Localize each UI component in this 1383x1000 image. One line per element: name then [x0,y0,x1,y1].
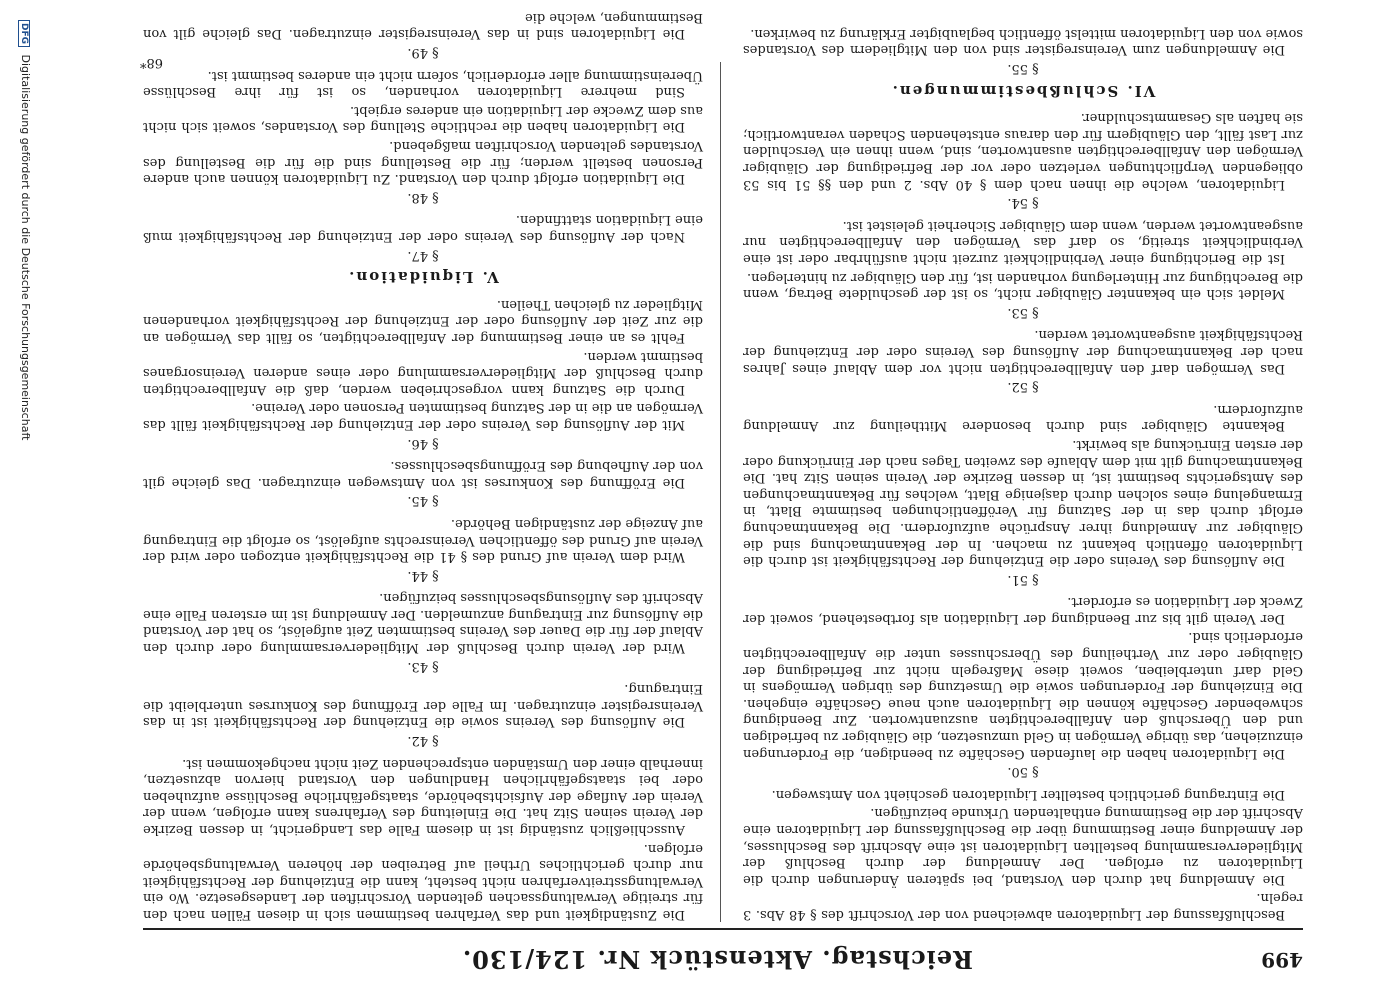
body-paragraph: Wird dem Verein auf Grund des § 41 die Rechtsfähigkeit entzogen oder wird der Verein auf Grund des öffentlichen Vereinsrechts aufgelöst, so erfolgt die Eintragung auf Anzeige der zuständigen Behörde. [143,515,703,565]
paragraph-heading: § 46. [407,435,439,451]
body-paragraph: Die Anmeldung hat durch den Vorstand, bei späteren Änderungen durch die Liquidatoren zu erfolgen. Der Anmeldung der durch Beschluß der Mitgliederversammlung bestellten Liquidatoren ist eine Abschrift des Beschlusses, der Anmeldung einer Bestimmung über die Beschlußfassung der Liquidatoren eine Abschrift der die Bestimmung enthaltenden Urkunde beizufügen. [743,805,1303,887]
header-rule [143,928,1303,930]
page-number: 499 [1261,948,1303,972]
body-paragraph: Die Liquidation erfolgt durch den Vorstand. Zu Liquidatoren können auch andere Personen bestellt werden; für die Bestellung sind die für die Bestellung des Vorstandes geltenden Vorschriften maßgebend. [143,138,703,187]
body-paragraph: Die Liquidatoren sind in das Vereinsregister einzutragen. Das gleiche gilt von Bestimmungen, welche die [143,9,703,42]
left-column [743,22,1303,922]
body-paragraph: Die Auflösung des Vereins sowie die Entziehung der Rechtsfähigkeit ist in das Vereinsregister einzutragen. Im Falle der Eröffnung des Konkurses unterbleibt die Eintragung. [143,681,703,730]
body-paragraph: Beschlußfassung der Liquidatoren abweichend von der Vorschrift des § 48 Abs. 3 regeln. [743,890,1303,922]
right-column [143,6,703,922]
digitization-credit [12,20,32,960]
body-paragraph: Ausschließlich zuständig ist in diesem Falle das Landgericht, in dessen Bezirke der Verein seinen Sitz hat. Die Einleitung des Verfahrens kann erfolgen, wenn der Verein der Auflage der Aufsichtsbehörde, staatsgefährliche Beschlüsse aufzuheben oder bei staatsgefährlichen Handlungen den Vorstand hiervon abzusetzen, innerhalb einer den Umständen entsprechenden Zeit nicht nachgekommen ist. [143,755,703,838]
body-paragraph: Ist die Berichtigung einer Verbindlichkeit zurzeit nicht ausführbar oder ist eine Verbindlichkeit streitig, so darf das Vermögen den Anfallberechtigten nur ausgeantwortet werden, wenn dem Gläubiger Sicherheit geleistet ist. [743,217,1303,267]
page-header [143,938,1303,978]
paragraph-heading: § 51. [1007,571,1039,587]
body-paragraph: Meldet sich ein bekannter Gläubiger nicht, so ist der geschuldete Betrag, wenn die Berechtigung zur Hinterlegung vorhanden ist, für den Gläubiger zu hinterlegen. [743,269,1303,302]
paragraph-heading: § 43. [407,658,439,674]
body-paragraph: Der Verein gilt bis zur Beendigung der Liquidation als fortbestehend, soweit der Zweck der Liquidation es erfordert. [743,594,1303,626]
body-paragraph: Die Zuständigkeit und das Verfahren bestimmen sich in diesen Fällen nach den für streitige Verwaltungssachen geltenden Vorschriften der Landesgesetze. Wo ein Verwaltungsstreitverfahren nicht besteht, kann die Entziehung der Rechtsfähigkeit nur durch gerichtliches Urtheil auf Betreiben der höheren Verwaltungsbehörde erfolgen. [143,840,703,922]
body-paragraph: Die Liquidatoren haben die laufenden Geschäfte zu beendigen, die Forderungen einzuziehen, das übrige Vermögen in Geld umzusetzen, die Gläubiger zu befriedigen und den Überschuß den Anfallberechtigten auszuantworten. Zur Beendigung schwebender Geschäfte können die Liquidatoren auch neue Geschäfte eingehen. Die Einziehung der Forderungen sowie die Umsetzung des übrigen Vermögens in Geld darf unterbleiben, soweit diese Maßregeln nicht zur Befriedigung der Gläubiger oder zur Vertheilung des Überschusses unter die Anfallberechtigten erforderlich sind. [743,629,1303,761]
body-paragraph: Liquidatoren, welche die ihnen nach dem § 40 Abs. 2 und den §§ 51 bis 53 obliegenden Verpflichtungen verletzen oder vor der Befriedigung der Gläubiger Vermögen den Anfallberechtigten ausantworten, sind, wenn ihnen ein Verschulden zur Last fällt, den Gläubigern für den daraus entstehenden Schaden verantwortlich; sie haften als Gesammtschuldner. [743,110,1303,192]
body-paragraph: Nach der Auflösung des Vereins oder der Entziehung der Rechtsfähigkeit muß eine Liquidation stattfinden. [143,212,703,245]
body-paragraph: Die Anmeldungen zum Vereinsregister sind von den Mitgliedern des Vorstandes sowie von den Liquidatoren mittelst öffentlich beglaubigter Erklärung zu bewirken. [743,25,1303,58]
section-heading: VI. Schlußbestimmungen. [890,81,1156,100]
paragraph-heading: § 45. [407,493,439,509]
body-paragraph: Die Eröffnung des Konkurses ist von Amtswegen einzutragen. Das gleiche gilt von der Aufhebung des Eröffnungsbeschlusses. [143,458,703,490]
signature-mark: 68* [139,55,163,70]
paragraph-heading: § 50. [1007,764,1039,780]
body-paragraph: Die Eintragung gerichtlich bestellter Liquidatoren geschieht von Amtswegen. [771,786,1285,802]
paragraph-heading: § 55. [1007,61,1039,77]
column-divider [720,62,721,922]
paragraph-heading: § 53. [1007,304,1039,320]
body-paragraph: Fehlt es an einer Bestimmung der Anfallberechtigten, so fällt das Vermögen an die zur Zeit der Auflösung oder der Entziehung der Rechtsfähigkeit vorhandenen Mitglieder zu gleichen Theilen. [143,296,703,345]
paragraph-heading: § 47. [407,247,439,263]
running-head: Reichstag. Aktenstück Nr. 124/130. [461,945,973,974]
body-paragraph: Bekannte Gläubiger sind durch besondere Mittheilung zur Anmeldung aufzufordern. [743,401,1303,434]
paragraph-heading: § 42. [407,733,439,749]
body-paragraph: Durch die Satzung kann vorgeschrieben werden, daß die Anfallberechtigten durch Beschluß der Mitgliederversammlung oder eines anderen Vereinsorganes bestimmt werden. [143,348,703,397]
body-paragraph: Wird der Verein durch Beschluß der Mitgliederversammlung oder durch den Ablauf der für die Dauer des Vereins bestimmten Zeit aufgelöst, so hat der Vorstand die Auflösung zur Eintragung anzumelden. Der Anmeldung ist im ersteren Falle eine Abschrift des Auflösungsbeschlusses beizufügen. [143,590,703,656]
body-paragraph: Sind mehrere Liquidatoren vorhanden, so ist für ihre Beschlüsse Übereinstimmung aller erforderlich, sofern nicht ein anderes bestimmt ist. [143,67,703,100]
body-paragraph: Mit der Auflösung des Vereins oder der Entziehung der Rechtsfähigkeit fällt das Vermögen an die in der Satzung bestimmten Personen oder Vereine. [143,400,703,432]
paragraph-heading: § 48. [407,189,439,205]
paragraph-heading: § 54. [1007,195,1039,211]
credit-text: Digitalisierung gefördert durch die Deutsche Forschungsgemeinschaft [19,54,32,441]
section-heading: V. Liquidation. [347,268,499,287]
body-paragraph: Das Vermögen darf den Anfallberechtigten nicht vor dem Ablauf eines Jahres nach der Bekanntmachung der Auflösung des Vereins oder der Entziehung der Rechtsfähigkeit ausgeantwortet werden. [743,327,1303,376]
paragraph-heading: § 49. [407,45,439,61]
paragraph-heading: § 52. [1007,379,1039,395]
body-paragraph: Die Liquidatoren haben die rechtliche Stellung des Vorstandes, soweit sich nicht aus dem Zwecke der Liquidation ein anderes ergiebt. [143,102,703,135]
dfg-logo: DFG [18,20,30,47]
paragraph-heading: § 44. [407,567,439,583]
body-paragraph: Die Auflösung des Vereins oder die Entziehung der Rechtsfähigkeit ist durch die Liquidatoren öffentlich bekannt zu machen. In der Bekanntmachung sind die Gläubiger zur Anmeldung ihrer Ansprüche aufzufordern. Die Bekanntmachung erfolgt durch das in der Satzung für Veröffentlichungen bestimmte Blatt, in Ermangelung eines solchen durch dasjenige Blatt, welches für Bekanntmachungen des Amtsgerichts bestimmt ist, in dessen Bezirke der Verein seinen Sitz hat. Die Bekanntmachung gilt mit dem Ablaufe des zweiten Tages nach der Einrückung oder der ersten Einrückung als bewirkt. [743,436,1303,569]
